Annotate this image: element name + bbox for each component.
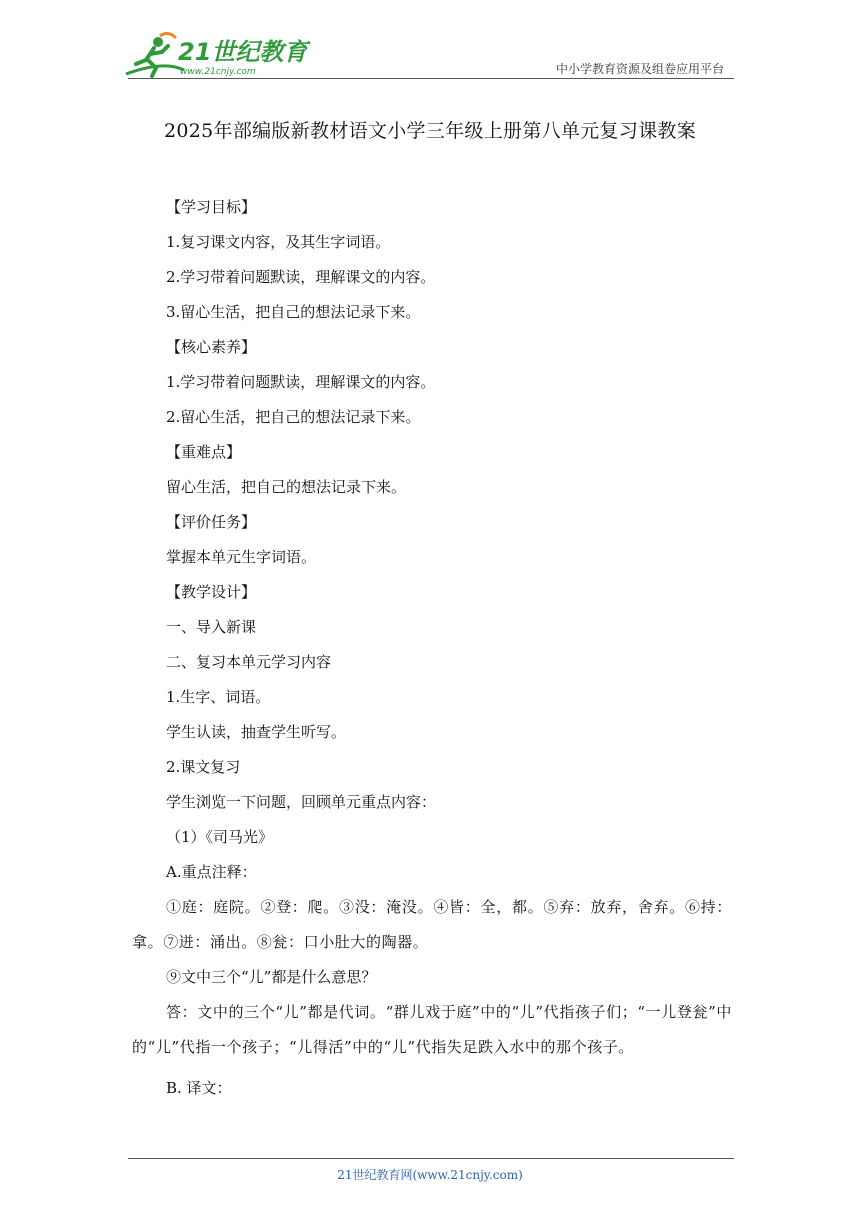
notes-paragraph: ①庭：庭院。②登：爬。③没：淹没。④皆：全，都。⑤弃：放弃，舍弃。⑥持：拿。⑦迸：涌出。⑧瓮：口小肚大的陶器。 <box>132 898 732 951</box>
body-line: 1.学习带着问题默读，理解课文的内容。 <box>166 373 436 391</box>
svg-text:www.21cnjy.com: www.21cnjy.com <box>180 67 256 77</box>
platform-label: 中小学教育资源及组卷应用平台 <box>555 62 724 76</box>
body-line: 掌握本单元生字词语。 <box>166 548 317 566</box>
section-heading: 【重难点】 <box>166 443 242 461</box>
section-heading: 【教学设计】 <box>166 583 257 601</box>
body-line: 一、导入新课 <box>166 618 257 636</box>
footer-divider <box>128 1158 734 1159</box>
body-line: 留心生活，把自己的想法记录下来。 <box>166 478 407 496</box>
site-logo <box>124 30 308 82</box>
document-body <box>132 190 732 1106</box>
body-line: 二、复习本单元学习内容 <box>166 653 332 671</box>
body-line: A.重点注释： <box>166 863 257 881</box>
footer-link[interactable]: 21世纪教育网(www.21cnjy.com) <box>337 1168 523 1182</box>
svg-text:21世纪教育: 21世纪教育 <box>178 38 308 66</box>
body-line: 学生认读，抽查学生听写。 <box>166 723 347 741</box>
answer-paragraph: 答：文中的三个“儿”都是代词。“群儿戏于庭”中的“儿”代指孩子们；“一儿登瓮”中的“儿”代指一个孩子；“儿得活”中的“儿”代指失足跌入水中的那个孩子。 <box>132 1003 732 1056</box>
body-line: 2.课文复习 <box>166 758 241 776</box>
runner-logo-icon <box>124 30 308 82</box>
section-heading: 【核心素养】 <box>166 338 257 356</box>
body-line: （1）《司马光》 <box>166 828 274 846</box>
body-line: 3.留心生活，把自己的想法记录下来。 <box>166 303 421 321</box>
question-line: ⑨文中三个“儿”都是什么意思？ <box>166 968 377 986</box>
document-title: 2025年部编版新教材语文小学三年级上册第八单元复习课教案 <box>163 120 697 142</box>
section-heading: 【学习目标】 <box>166 198 257 216</box>
body-line: 2.留心生活，把自己的想法记录下来。 <box>166 408 421 426</box>
body-line: 1.复习课文内容，及其生字词语。 <box>166 233 391 251</box>
body-line: 学生浏览一下问题，回顾单元重点内容： <box>166 793 437 811</box>
translation-heading: B. 译文： <box>166 1079 232 1097</box>
body-line: 2.学习带着问题默读，理解课文的内容。 <box>166 268 436 286</box>
body-line: 1.生字、词语。 <box>166 688 271 706</box>
header-divider <box>128 78 734 79</box>
section-heading: 【评价任务】 <box>166 513 257 531</box>
